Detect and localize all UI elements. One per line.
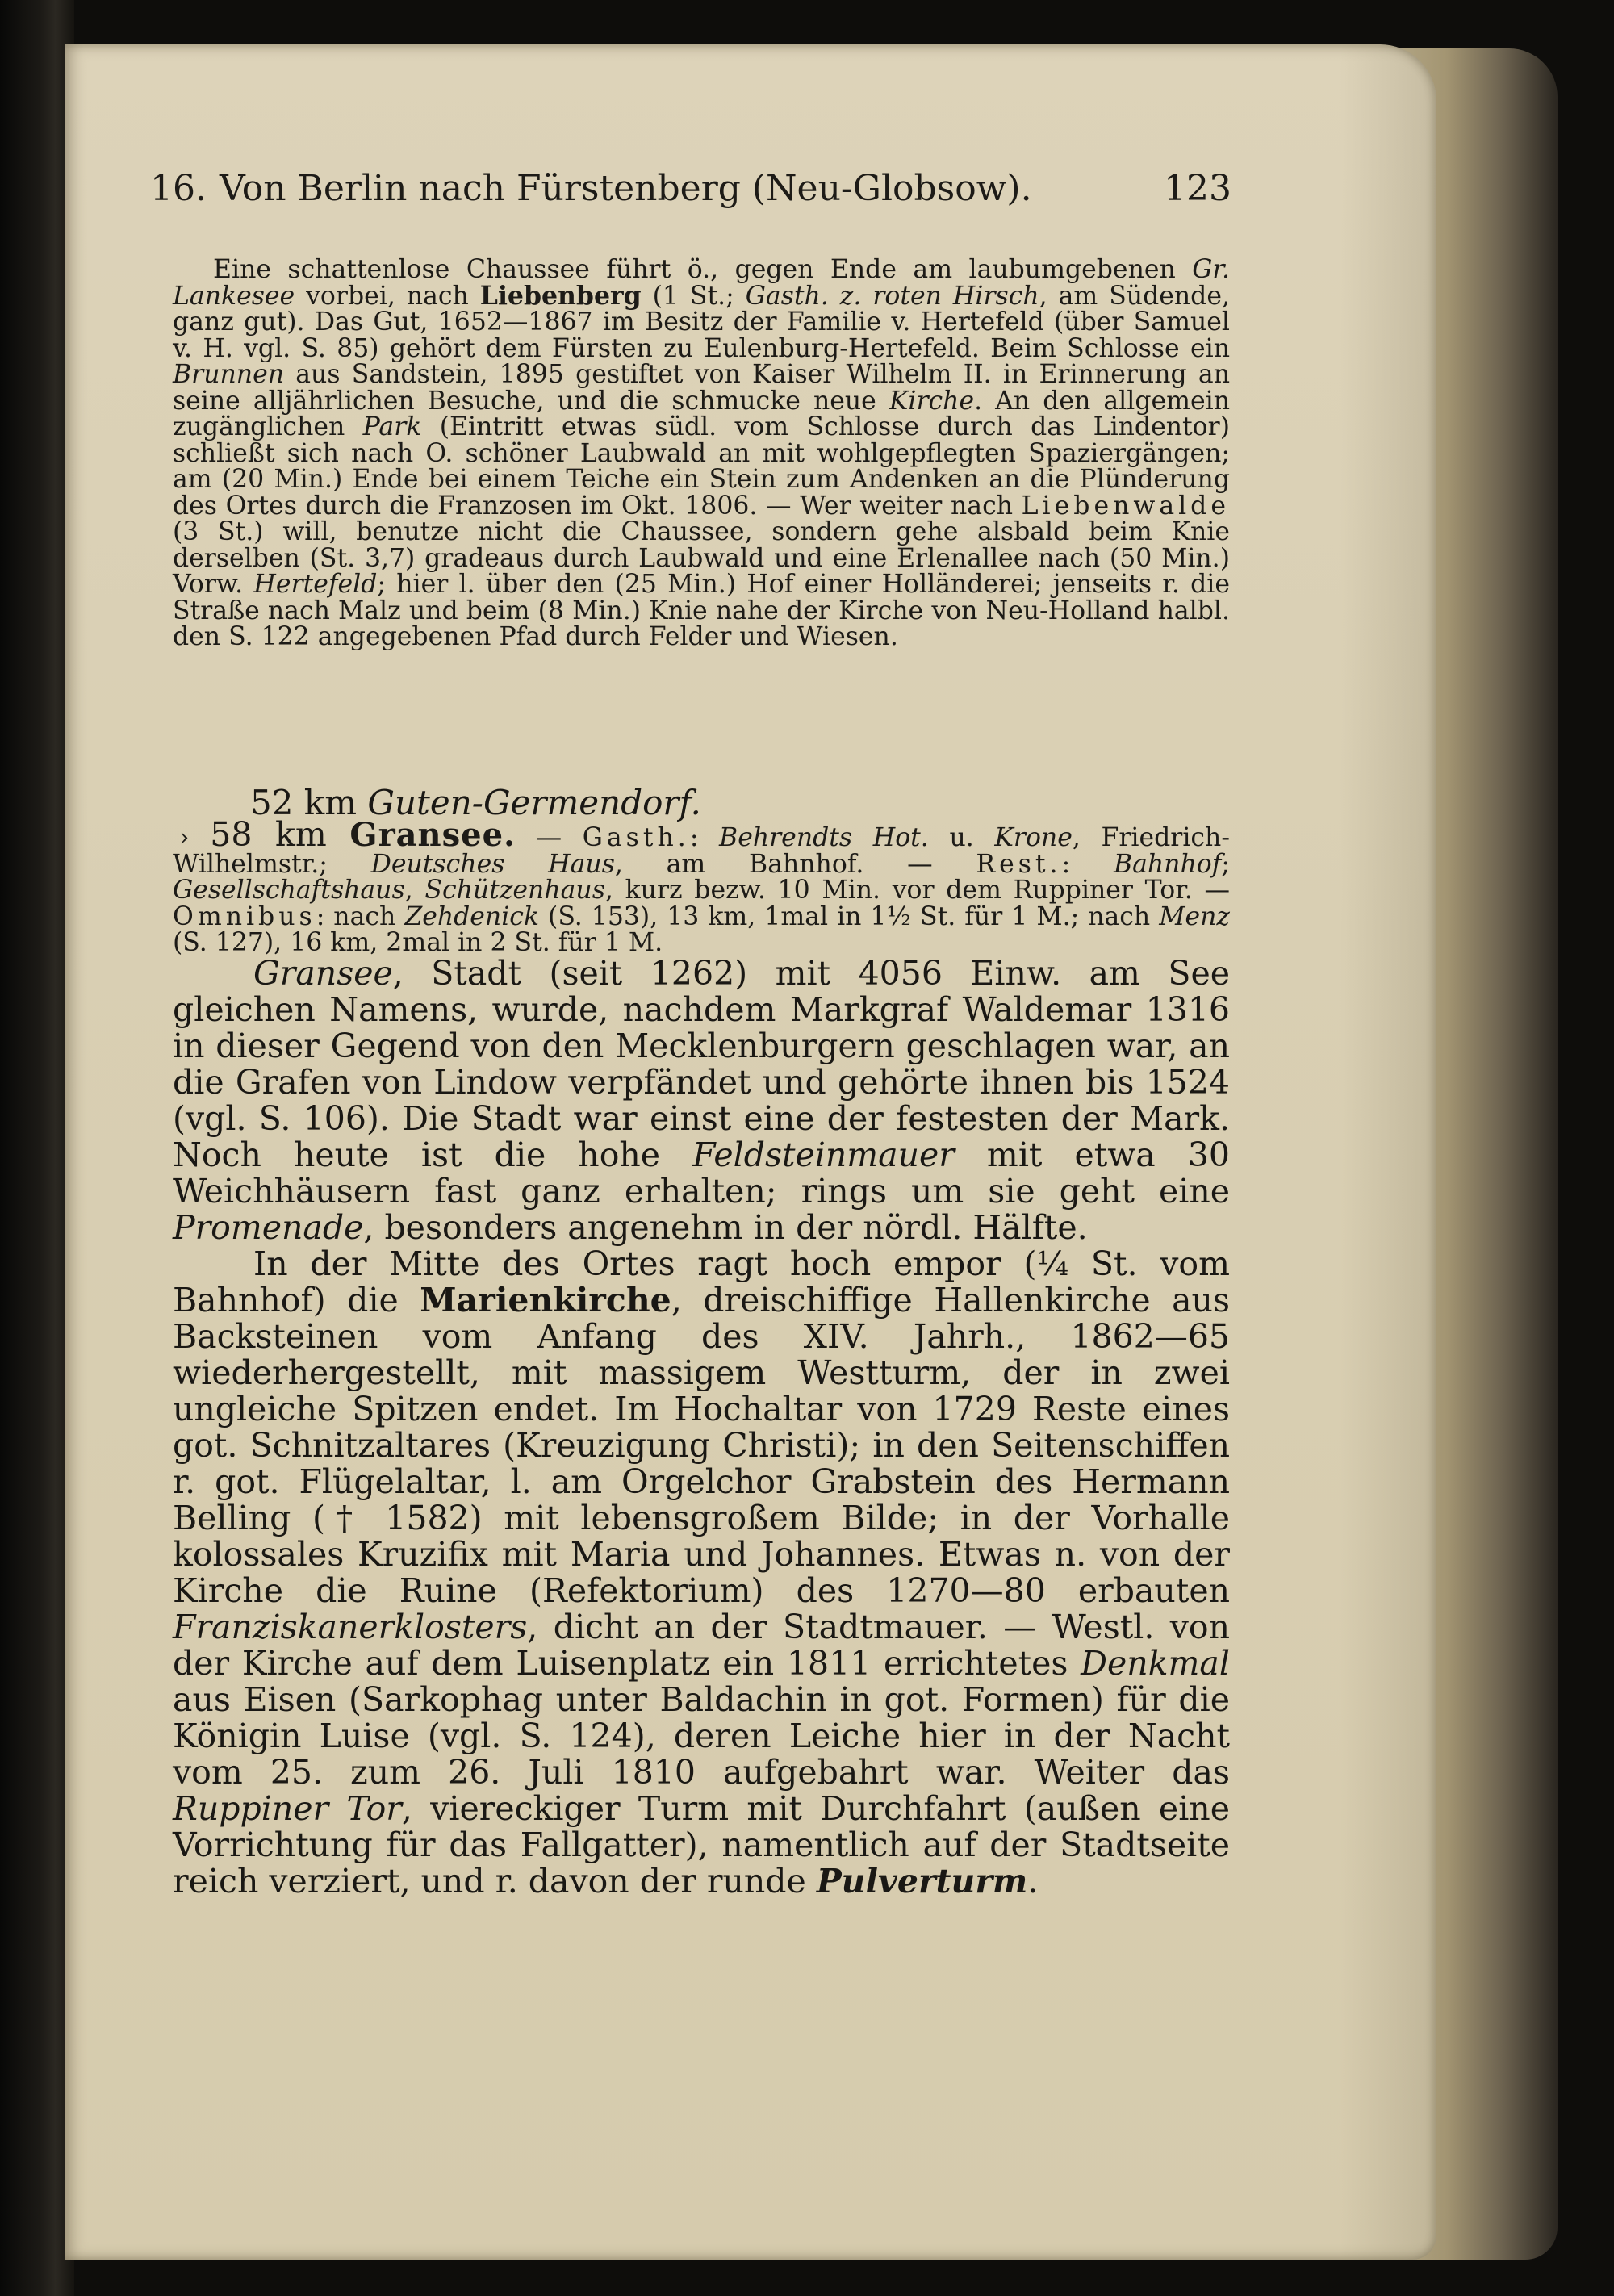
pulverturm: Pulverturm xyxy=(816,1862,1028,1901)
main-text xyxy=(173,956,1230,1900)
rest-bahnhof: Bahnhof xyxy=(1113,849,1222,879)
park-term: Park xyxy=(362,412,422,441)
inn-name: Gasth. z. roten Hirsch xyxy=(745,281,1039,311)
hotel-krone: Krone xyxy=(994,823,1073,852)
chapter-title: Von Berlin nach Fürstenberg (Neu-Globsow). xyxy=(220,168,1032,209)
place-liebenberg: Liebenberg xyxy=(479,280,642,311)
franziskanerkloster: Franziskanerklosters xyxy=(173,1608,528,1646)
promenade: Promenade xyxy=(173,1208,364,1247)
ruppiner-tor: Ruppiner Tor xyxy=(173,1789,402,1828)
station-name: Guten-Germendorf. xyxy=(367,783,701,822)
excursion-paragraph: Eine schattenlose Chaussee führt ö., gegen Ende am laubumgebenen Gr. Lankesee vorbei, nach Liebenberg (1 St.; Gasth. z. roten Hirsch, am Südende, ganz gut). Das Gut, 1652—1867 im Besitz der Familie v. Hertefeld (über Samuel v. H. vgl. S. 85) gehört dem Fürsten zu Eulenburg-Hertefeld. Beim Schlosse ein Brunnen aus Sandstein, 1895 gestiftet von Kaiser Wilhelm II. in Erinnerung an seine alljährlichen Besuche, und die schmucke neue Kirche. An den allgemein zugänglichen Park (Eintritt etwas südl. vom Schlosse durch das Lindentor) schließt sich nach O. schöner Laubwald an mit wohlgepflegten Spaziergängen; am (20 Min.) Ende bei einem Teiche ein Stein zum Andenken an die Plünderung des Ortes durch die Franzosen im Okt. 1806. — Wer weiter nach Liebenwalde (3 St.) will, benutze nicht die Chaussee, sondern gehe alsbald beim Knie derselben (St. 3,7) gradeaus durch Laubwald und eine Erlenallee nach (50 Min.) Vorw. Hertefeld; hier l. über den (25 Min.) Hof einer Holländerei; jenseits r. die Straße nach Malz und beim (8 Min.) Knie nahe der Kirche von Neu-Holland halbl. den S. 122 angegebenen Pfad durch Felder und Wiesen. xyxy=(173,255,1231,651)
rest-gesellschaftshaus: Gesellschaftshaus xyxy=(173,876,405,905)
chapter-number: 16. xyxy=(150,168,207,209)
running-header xyxy=(150,168,1231,216)
lake-name: Gr. Lankesee xyxy=(173,255,1230,311)
hotel-behrendts: Behrendts Hot. xyxy=(719,823,929,852)
station-name-gransee: Gransee. xyxy=(349,816,516,854)
marienkirche: Marienkirche xyxy=(420,1281,671,1319)
place-hertefeld: Hertefeld xyxy=(253,570,378,599)
town-name: Gransee xyxy=(253,954,393,993)
dest-zehdenick: Zehdenick xyxy=(404,901,540,931)
feldsteinmauer: Feldsteinmauer xyxy=(692,1135,955,1174)
gasth-label: Gasth. xyxy=(582,823,690,852)
station-gransee-paragraph: › 58 km Gransee. — Gasth.: Behrendts Hot. u. Krone, Friedrich-Wilhelmstr.; Deutsches Haus, am Bahnhof. — Rest.: Bahnhof; Gesellschaftshaus, Schützenhaus, kurz bezw. 10 Min. vor dem Ruppiner Tor. — Omnibus: nach Zehdenick (S. 153), 13 km, 1mal in 1½ St. für 1 M.; nach Menz (S. 127), 16 km, 2mal in 2 St. für 1 M. xyxy=(173,815,1230,957)
station-gransee-entry xyxy=(173,815,1230,957)
margin-marker: › xyxy=(179,823,190,852)
fountain: Brunnen xyxy=(173,360,284,389)
page-number: 123 xyxy=(1164,168,1231,209)
paragraph-marienkirche: In der Mitte des Ortes ragt hoch empor (¼ St. vom Bahnhof) die Marienkirche, dreischiffige Hallenkirche aus Backsteinen vom Anfang des XIV. Jahrh., 1862—65 wiederhergestellt, mit massigem Westturm, der in zwei ungleiche Spitzen endet. Im Hochaltar von 1729 Reste eines got. Schnitzaltares (Kreuzigung Christi); in den Seitenschiffen r. got. Flügelaltar, l. am Orgelchor Grabstein des Hermann Belling († 1582) mit lebensgroßem Bilde; in der Vorhalle kolossales Kruzifix mit Maria und Johannes. Etwas n. von der Kirche die Ruine (Refektorium) des 1270—80 erbauten Franziskanerklosters, dicht an der Stadtmauer. — Westl. von der Kirche auf dem Luisenplatz ein 1811 errichtetes Denkmal aus Eisen (Sarkophag unter Baldachin in got. Formen) für die Königin Luise (vgl. S. 124), deren Leiche hier in der Nacht vom 25. zum 26. Juli 1810 aufgebahrt war. Weiter das Ruppiner Tor, viereckiger Turm mit Durchfahrt (außen eine Vorrichtung für das Fallgatter), namentlich auf der Stadtseite reich verziert, und r. davon der runde Pulverturm. xyxy=(173,1244,1230,1901)
church-term: Kirche xyxy=(889,386,975,416)
place-liebenwalde: Liebenwalde xyxy=(1021,491,1230,521)
rest-schuetzenhaus: Schützenhaus xyxy=(424,876,605,905)
rest-label: Rest. xyxy=(976,849,1062,879)
omnibus-label: Omnibus xyxy=(173,901,316,931)
denkmal: Denkmal xyxy=(1081,1644,1230,1683)
excursion-note xyxy=(173,257,1230,650)
station-guten-germendorf: 52 km Guten-Germendorf. xyxy=(250,783,701,822)
hotel-deutsches-haus: Deutsches Haus xyxy=(370,849,615,879)
dest-menz: Menz xyxy=(1159,901,1230,931)
paragraph-gransee: Gransee, Stadt (seit 1262) mit 4056 Einw. am See gleichen Namens, wurde, nachdem Markgraf Waldemar 1316 in dieser Gegend von den Mecklenburgern geschlagen war, an die Grafen von Lindow verpfändet und gehörte ihnen bis 1524 (vgl. S. 106). Die Stadt war einst eine der festesten der Mark. Noch heute ist die hohe Feldsteinmauer mit etwa 30 Weichhäusern fast ganz erhalten; rings um sie geht eine Promenade, besonders angenehm in der nördl. Hälfte. xyxy=(173,954,1231,1247)
book-binding xyxy=(0,0,74,2296)
